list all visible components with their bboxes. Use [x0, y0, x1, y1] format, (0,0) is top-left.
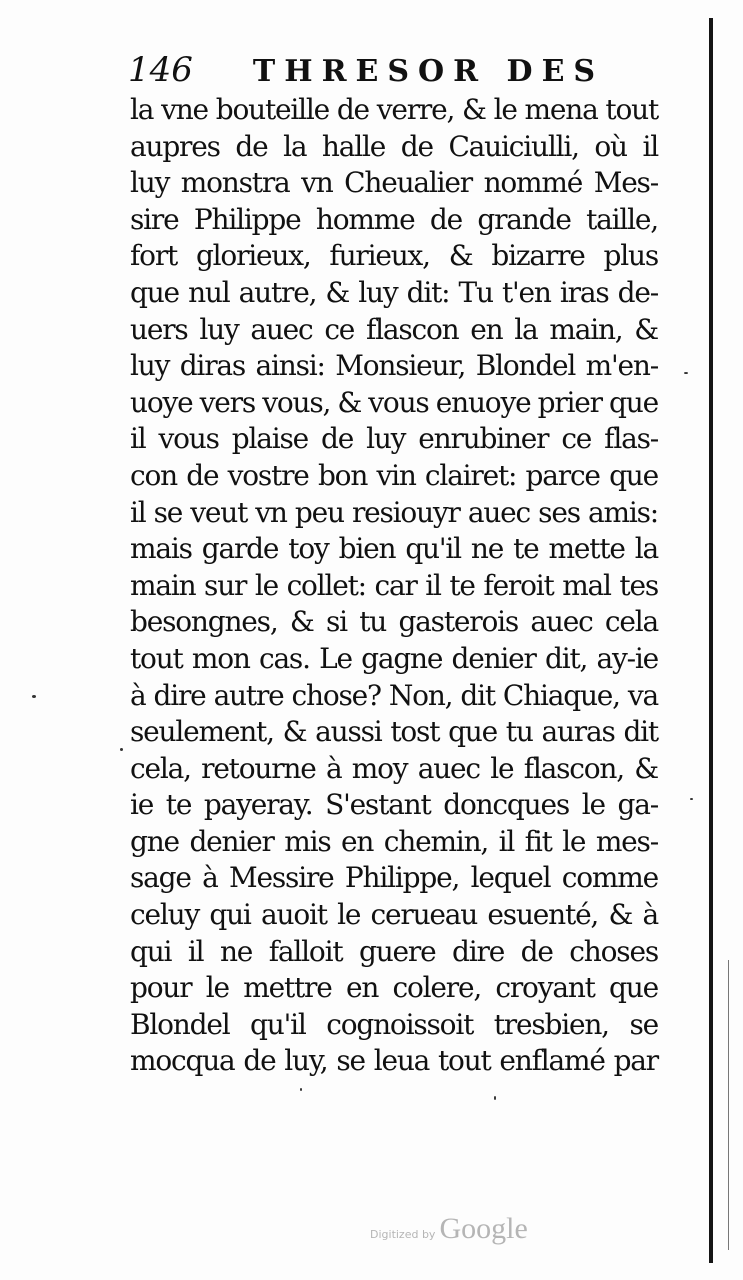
scan-speck	[300, 1088, 302, 1091]
scan-speck	[684, 372, 688, 374]
page-header	[128, 50, 668, 92]
watermark-prefix: Digitized by	[370, 1228, 436, 1241]
text-line: mais garde toy bien qu'il ne te mette la	[130, 532, 658, 566]
text-line: seulement, & aussi tost que tu auras dit	[130, 715, 658, 749]
text-line: con de vostre bon vin clairet: parce que	[130, 458, 658, 492]
text-line: que nul autre, & luy dit: Tu t'en iras de-	[130, 275, 658, 309]
page-number: 146	[128, 50, 193, 90]
running-title: THRESOR DES	[252, 54, 605, 89]
text-line: sage à Messire Philippe, lequel comme	[130, 861, 658, 895]
body-text	[130, 92, 658, 1080]
text-line: uoye vers vous, & vous enuoye prier que	[130, 385, 658, 419]
page-edge-mark	[728, 960, 729, 1250]
text-line: cela, retourne à moy auec le flascon, &	[130, 751, 658, 785]
text-line: mocqua de luy, se leua tout enflamé par	[130, 1044, 658, 1078]
text-line: luy monstra vn Cheualier nommé Mes-	[130, 166, 658, 200]
text-line: il se veut vn peu resiouyr auec ses amis:	[130, 495, 658, 529]
text-line: celuy qui auoit le cerueau esuenté, & à	[130, 898, 658, 932]
scan-speck	[494, 1096, 496, 1100]
scan-speck	[690, 798, 693, 800]
text-line: Blondel qu'il cognoissoit tresbien, se	[130, 1007, 658, 1041]
text-line: qui il ne falloit guere dire de choses	[130, 934, 658, 968]
text-line: pour le mettre en colere, croyant que	[130, 971, 658, 1005]
page-edge-shadow	[709, 18, 713, 1263]
scan-speck	[120, 748, 123, 751]
text-line: uers luy auec ce flascon en la main, &	[130, 312, 658, 346]
text-line: à dire autre chose? Non, dit Chiaque, va	[130, 678, 658, 712]
text-line: gne denier mis en chemin, il fit le mes-	[130, 824, 658, 858]
watermark-logo: Google	[439, 1212, 528, 1245]
text-line: aupres de la halle de Cauiciulli, où il	[130, 129, 658, 163]
text-line: ie te payeray. S'estant doncques le ga-	[130, 788, 658, 822]
text-line: fort glorieux, furieux, & bizarre plus	[130, 239, 658, 273]
text-line: tout mon cas. Le gagne denier dit, ay-ie	[130, 641, 658, 675]
text-line: sire Philippe homme de grande taille,	[130, 202, 658, 236]
text-line: luy diras ainsi: Monsieur, Blondel m'en-	[130, 349, 658, 383]
text-line: main sur le collet: car il te feroit mal tes	[130, 568, 658, 602]
text-line: besongnes, & si tu gasterois auec cela	[130, 605, 658, 639]
scan-speck	[32, 695, 36, 698]
text-line: la vne bouteille de verre, & le mena tout	[130, 93, 658, 126]
text-line: il vous plaise de luy enrubiner ce flas-	[130, 422, 658, 456]
digitization-watermark	[370, 1212, 528, 1246]
